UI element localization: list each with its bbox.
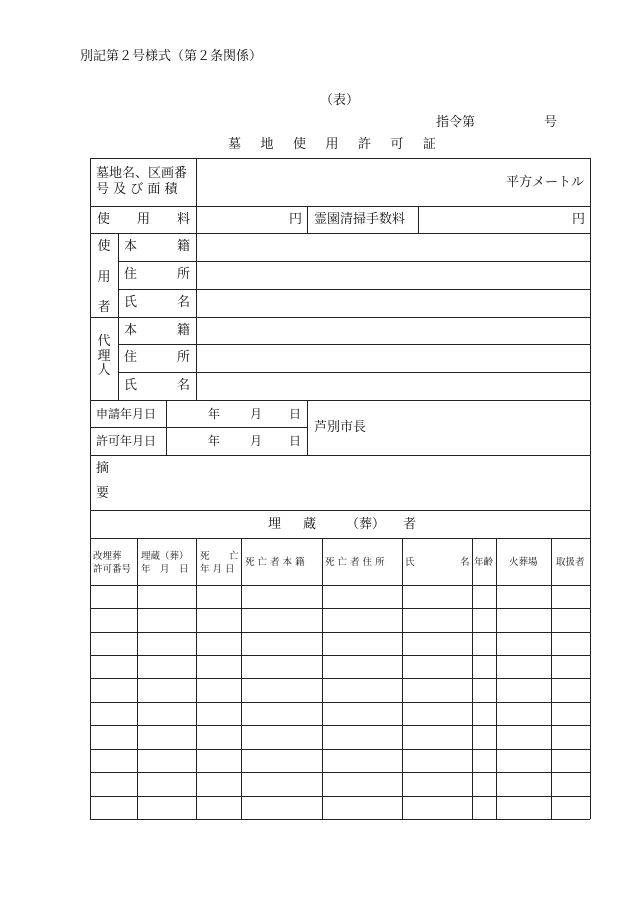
header-death-date-b: 亡 bbox=[229, 551, 239, 562]
label-char: 籍 bbox=[176, 323, 190, 338]
title-char: 許 bbox=[357, 137, 371, 152]
cleaning-fee-label: 霊園清掃手数料 bbox=[314, 212, 406, 227]
plot-label-line1: 墓地名、区画番 bbox=[96, 166, 188, 181]
area-unit: 平方メートル bbox=[506, 175, 585, 190]
application-date-label: 申請年月日 bbox=[96, 407, 157, 421]
side-label: （表） bbox=[320, 93, 360, 108]
header-death-date-2: 年 月 日 bbox=[200, 564, 235, 575]
header-deceased-honseki: 死 亡 者 本 籍 bbox=[245, 557, 305, 568]
agent-group-char: 代 bbox=[97, 334, 111, 349]
user-group-char: 使 bbox=[97, 239, 111, 254]
header-age: 年齢 bbox=[474, 557, 494, 568]
permit-year: 年 bbox=[208, 434, 221, 448]
permit-month: 月 bbox=[250, 434, 263, 448]
fee-label-char: 用 bbox=[136, 212, 150, 227]
fee-label bbox=[97, 213, 190, 226]
label-char: 籍 bbox=[176, 239, 190, 254]
label-char: 住 bbox=[124, 267, 138, 282]
title-char: 墓 bbox=[228, 137, 242, 152]
label-char: 氏 bbox=[124, 295, 138, 310]
remarks-label-char: 摘 bbox=[96, 461, 110, 476]
user-name-label bbox=[124, 296, 190, 309]
header-name-a: 氏 bbox=[405, 557, 415, 568]
user-group-char: 用 bbox=[97, 269, 111, 285]
cleaning-fee-yen: 円 bbox=[572, 212, 586, 227]
application-year: 年 bbox=[208, 407, 221, 421]
user-group-label bbox=[96, 240, 112, 314]
header-crematorium: 火葬場 bbox=[509, 557, 538, 568]
fee-label-char: 使 bbox=[97, 212, 111, 227]
header-burial-date: 埋蔵（葬） bbox=[141, 551, 189, 562]
page-title bbox=[228, 138, 436, 151]
label-char: 所 bbox=[176, 267, 190, 282]
label-char: 本 bbox=[124, 239, 138, 254]
order-number-prefix: 指令第 bbox=[436, 115, 476, 130]
burial-title-char: （葬） bbox=[346, 517, 386, 532]
remarks-label-char: 要 bbox=[96, 486, 110, 501]
header-permit-no: 改埋葬 bbox=[93, 551, 122, 562]
label-char: 氏 bbox=[124, 378, 138, 393]
title-char: 使 bbox=[292, 137, 306, 152]
user-group-char: 者 bbox=[97, 300, 111, 315]
plot-label bbox=[96, 167, 192, 180]
application-day: 日 bbox=[289, 407, 302, 421]
header-death-date-a: 死 bbox=[200, 551, 210, 562]
order-number-suffix: 号 bbox=[544, 115, 558, 130]
header-deceased-address: 死 亡 者 住 所 bbox=[325, 557, 385, 568]
fee-yen: 円 bbox=[289, 212, 303, 227]
fee-label-char: 料 bbox=[176, 212, 190, 227]
agent-honseki-label bbox=[124, 324, 190, 337]
agent-group-char: 理 bbox=[97, 348, 111, 364]
agent-address-label bbox=[124, 351, 190, 364]
label-char: 住 bbox=[124, 350, 138, 365]
burial-title-char: 蔵 bbox=[303, 517, 317, 532]
label-char: 所 bbox=[176, 350, 190, 365]
permit-date-label: 許可年月日 bbox=[96, 434, 157, 448]
title-char: 用 bbox=[325, 137, 339, 152]
title-char: 地 bbox=[260, 137, 274, 152]
agent-group-label bbox=[96, 335, 112, 377]
label-char: 名 bbox=[176, 378, 190, 393]
title-char: 可 bbox=[390, 137, 404, 152]
burial-title-char: 埋 bbox=[268, 517, 282, 532]
user-honseki-label bbox=[124, 240, 190, 253]
form-reference: 別記第２号様式（第２条関係） bbox=[80, 49, 263, 64]
title-char: 証 bbox=[422, 137, 436, 152]
burial-title-char: 者 bbox=[403, 517, 417, 532]
permit-day: 日 bbox=[289, 434, 302, 448]
label-char: 本 bbox=[124, 323, 138, 338]
user-address-label bbox=[124, 268, 190, 281]
header-handler: 取扱者 bbox=[556, 557, 585, 568]
agent-group-char: 人 bbox=[97, 363, 111, 378]
header-burial-date-2: 年 月 日 bbox=[141, 564, 189, 575]
header-permit-no-2: 許可番号 bbox=[93, 564, 132, 575]
agent-name-label bbox=[124, 379, 190, 392]
header-name-b: 名 bbox=[460, 557, 470, 568]
plot-label-line2: 号 及 び 面 積 bbox=[96, 182, 178, 197]
label-char: 名 bbox=[176, 295, 190, 310]
mayor-title: 芦別市長 bbox=[314, 420, 367, 435]
application-month: 月 bbox=[250, 407, 263, 421]
